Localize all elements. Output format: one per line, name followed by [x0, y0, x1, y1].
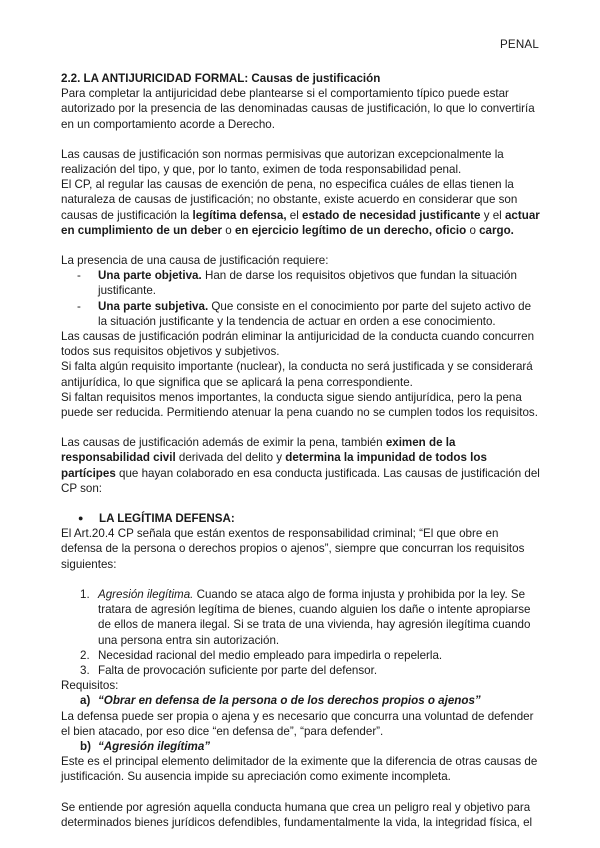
agresion-definition: Se entiende por agresión aquella conducta humana que crea un peligro real y objetivo para determinados bienes jurídicos defendibles, fundamentalmente la vida, la integridad física, el	[61, 800, 533, 829]
page-header-label: PENAL	[499, 38, 539, 51]
requisito-a-heading: a) “Obrar en defensa de la persona o de los derechos propios o ajenos”	[80, 694, 481, 708]
list-item: - Una parte subjetiva. Que consiste en el conocimiento por parte del sujeto activo de la situación justificante y la tendencia de actuar en orden a ese conocimiento.	[77, 299, 532, 328]
list-item: 1. Agresión ilegítima. Cuando se ataca algo de forma injusta y prohibida por la ley. Se tratara de agresión legítima de bienes, cuando alguien los dañe o intente apropiarse de ellos de manera ilegal. Si se trata de una vivienda, hay agresión ilegítima cuando una persona entra sin autorización.	[80, 587, 531, 647]
list-item: 3. Falta de provocación suficiente por parte del defensor.	[80, 663, 378, 677]
requisito-b-text: Este es el principal elemento delimitador de la eximente que la diferencia de otras causas de justificación. Su ausencia impide su apreciación como eximente incompleta.	[61, 755, 538, 784]
civil-liability-paragraph: Las causas de justificación además de eximir la pena, también eximen de la responsabilidad civil derivada del delito y determina la impunidad de todos los partícipes que hayan colaborado en esa conducta justificada. Las causas de justificación del CP son:	[61, 436, 540, 495]
requirements-after-1: Las causas de justificación podrán eliminar la antijuricidad de la conducta cuando concurren todos sus requisitos objetivos y subjetivos.	[61, 330, 535, 359]
cp-regulation-paragraph: El CP, al regular las causas de exención de pena, no especifica cuáles de ellas tienen la naturaleza de causas de justificación; no obstante, existe acuerdo en considerar que son causas de justificación la legítima defensa, el estado de necesidad justificante y el actuar en cumplimiento de un deber o en ejercicio legítimo de un derecho, oficio o cargo.	[61, 178, 540, 237]
list-item: 2. Necesidad racional del medio empleado para impedirla o repelerla.	[80, 648, 443, 662]
requisitos-label: Requisitos:	[61, 679, 119, 693]
section-title: 2.2. LA ANTIJURICIDAD FORMAL: Causas de justificación	[61, 72, 381, 85]
requisito-b-heading: b) “Agresión ilegítima”	[80, 739, 211, 753]
art20-paragraph: El Art.20.4 CP señala que están exentos de responsabilidad criminal; “El que obre en defensa de la persona o derechos propios o ajenos”, siempre que concurran los requisitos siguientes:	[61, 527, 525, 571]
requisito-a-text: La defensa puede ser propia o ajena y es necesario que concurra una voluntad de defender el bien atacado, por eso dice “en defensa de”, “para defender”.	[61, 709, 534, 738]
requirements-intro: La presencia de una causa de justificación requiere:	[61, 254, 329, 268]
list-item: - Una parte objetiva. Han de darse los requisitos objetivos que fundan la situación justificante.	[77, 269, 517, 298]
document-body	[61, 71, 541, 830]
intro-paragraph: Para completar la antijuricidad debe plantearse si el comportamiento típico puede estar autorizado por la presencia de las denominadas causas de justificación, lo que lo convertiría en un comportamiento acorde a Derecho.	[61, 87, 535, 131]
bullet-icon: ●	[78, 513, 84, 524]
definition-paragraph: Las causas de justificación son normas permisivas que autorizan excepcionalmente la realización del tipo, y que, por lo tanto, eximen de toda responsabilidad penal.	[61, 147, 504, 177]
requirements-after-3: Si faltan requisitos menos importantes, la conducta sigue siendo antijurídica, pero la pena puede ser reducida. Permitiendo atenuar la pena cuando no se cumplen todos los requisitos.	[61, 390, 538, 420]
requirements-after-2: Si falta algún requisito importante (nuclear), la conducta no será justificada y se considerará antijurídica, lo que significa que se aplicará la pena correspondiente.	[61, 360, 533, 389]
legitima-defensa-heading: ● LA LEGÍTIMA DEFENSA:	[78, 512, 235, 526]
